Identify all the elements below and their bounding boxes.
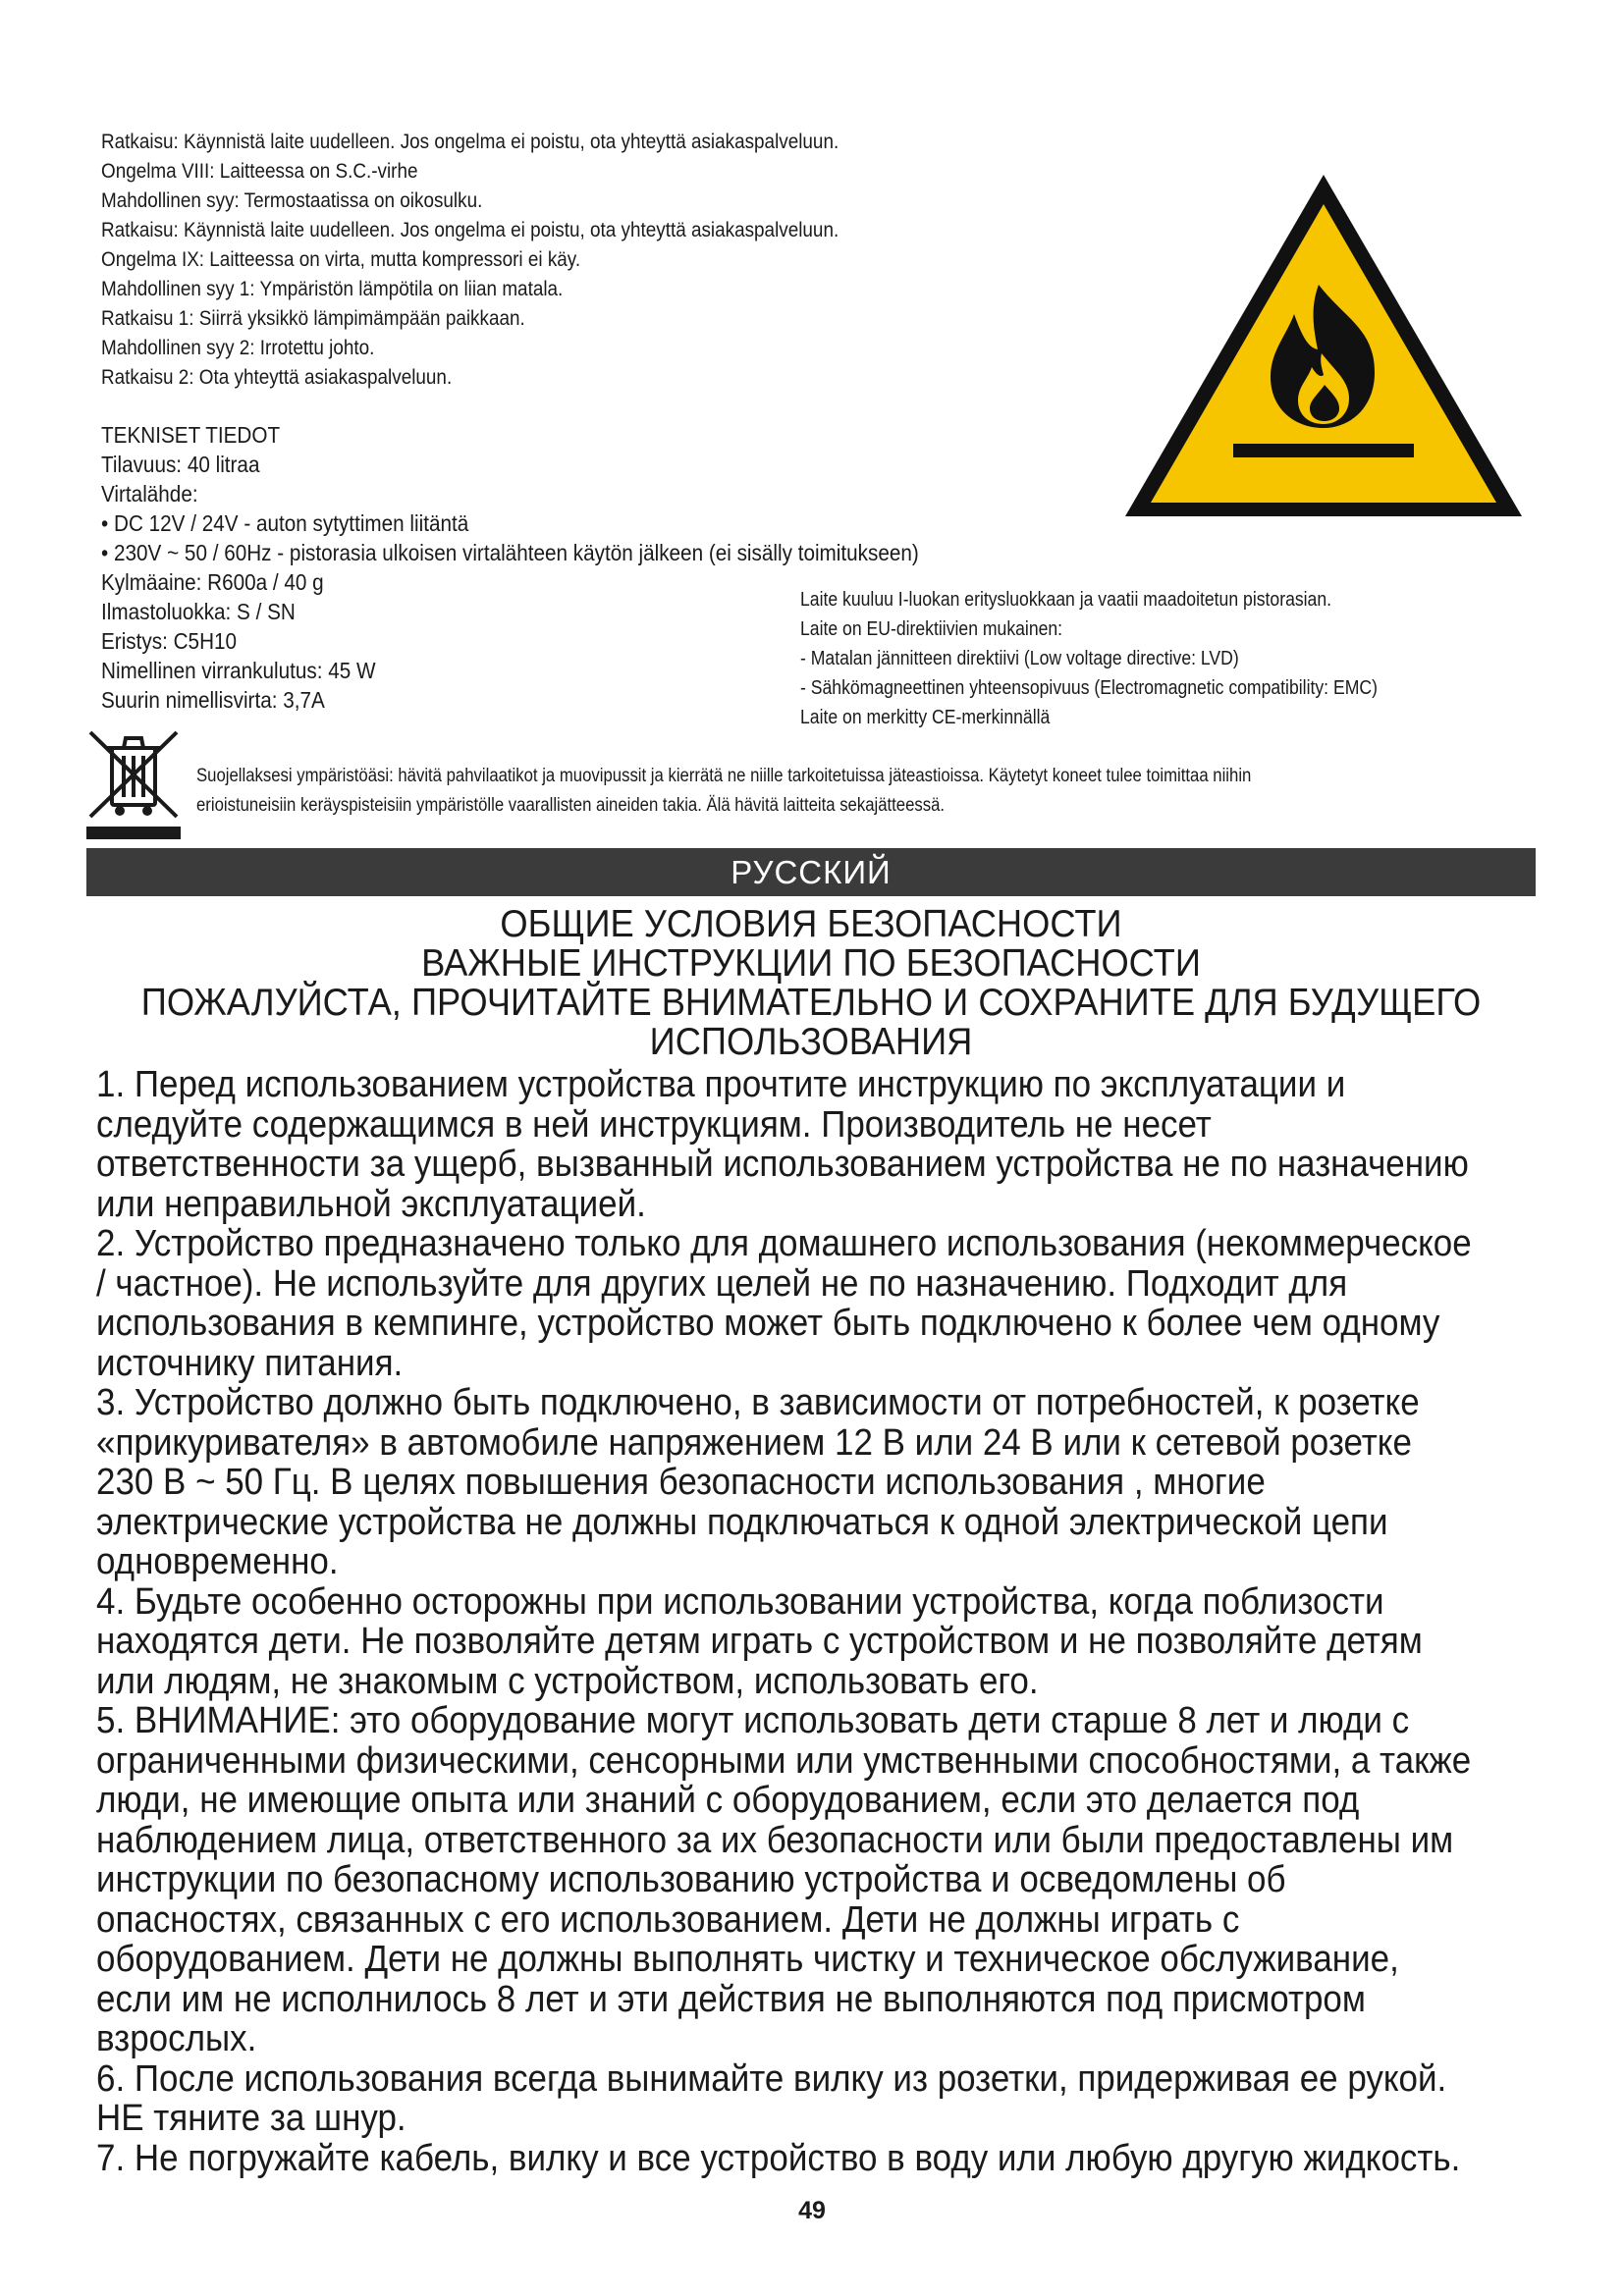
- instruction-line: ответственности за ущерб, вызванный использованием устройства не по назначению: [96, 1144, 1469, 1185]
- instruction-line: НЕ тяните за шнур.: [96, 2098, 406, 2139]
- finnish-troubleshooting: [101, 128, 1002, 393]
- title-line: ИСПОЛЬЗОВАНИЯ: [649, 1021, 973, 1063]
- instruction-line: наблюдением лица, ответственного за их безопасности или были предоставлены им: [96, 1819, 1454, 1861]
- title-line: ОБЩИЕ УСЛОВИЯ БЕЗОПАСНОСТИ: [500, 903, 1122, 945]
- instruction-line: люди, не имеющие опыта или знаний с оборудованием, если это делается под: [96, 1780, 1360, 1821]
- eu-compliance: [800, 585, 1491, 732]
- spec-line: Eristys: C5H10: [101, 628, 238, 654]
- spec-line: Kylmäaine: R600a / 40 g: [101, 569, 324, 595]
- spec-line: Nimellinen virrankulutus: 45 W: [101, 658, 376, 683]
- instruction-line: 6. После использования всегда вынимайте вилку из розетки, придерживая ее рукой.: [96, 2057, 1447, 2100]
- instruction-line: одновременно.: [96, 1541, 339, 1582]
- instruction-line: 230 В ~ 50 Гц. В целях повышения безопасности использования , многие: [96, 1462, 1266, 1503]
- troubleshooting-line: Ratkaisu 1: Siirrä yksikkö lämpimämpään paikkaan.: [101, 307, 525, 330]
- instruction-line: следуйте содержащимся в ней инструкциям. Производитель не несет: [96, 1103, 1212, 1146]
- troubleshooting-line: Mahdollinen syy 2: Irrotettu johto.: [101, 337, 375, 359]
- eu-line: Laite on EU-direktiivien mukainen:: [800, 618, 1063, 640]
- instruction-line: использования в кемпинге, устройство может быть подключено к более чем одному: [96, 1303, 1440, 1344]
- russian-safety-instructions: [96, 1065, 1559, 2178]
- title-line: ПОЖАЛУЙСТА, ПРОЧИТАЙТЕ ВНИМАТЕЛЬНО И СОХРАНИТЕ ДЛЯ БУДУЩЕГО: [140, 982, 1482, 1024]
- troubleshooting-line: Ratkaisu: Käynnistä laite uudelleen. Jos ongelma ei poistu, ota yhteyttä asiakaspalveluun.: [101, 131, 839, 153]
- troubleshooting-line: Mahdollinen syy 1: Ympäristön lämpötila on liian matala.: [101, 278, 564, 300]
- instruction-line: / частное). Не используйте для других целей не по назначению. Подходит для: [96, 1262, 1348, 1305]
- russian-safety-title: [86, 905, 1536, 1062]
- environment-line: Suojellaksesi ympäristöäsi: hävitä pahvilaatikot ja muovipussit ja kierrätä ne niille tarkoitetuissa jäteastioissa. Käytetyt koneet tulee toimittaa niihin: [196, 766, 1252, 786]
- troubleshooting-line: Ratkaisu: Käynnistä laite uudelleen. Jos ongelma ei poistu, ota yhteyttä asiakaspalveluun.: [101, 219, 839, 241]
- instruction-line: ограниченными физическими, сенсорными или умственными способностями, а также: [96, 1739, 1472, 1782]
- instruction-line: «прикуривателя» в автомобиле напряжением 12 В или 24 В или к сетевой розетке: [96, 1421, 1412, 1464]
- spec-line: • 230V ~ 50 / 60Hz - pistorasia ulkoisen virtalähteen käytön jälkeen (ei sisälly toimitukseen): [101, 540, 919, 565]
- instruction-line: если им не исполнилось 8 лет и эти действия не выполняются под присмотром: [96, 1978, 1366, 2020]
- eu-line: - Matalan jännitteen direktiivi (Low voltage directive: LVD): [800, 648, 1239, 669]
- instruction-line: взрослых.: [96, 2018, 257, 2059]
- environment-line: erioistuneisiin keräyspisteisiin ympäristölle vaarallisten aineiden takia. Älä hävitä laitteita sekajätteessä.: [196, 795, 946, 816]
- instruction-line: опасностях, связанных с его использованием. Дети не должны играть с: [96, 1898, 1240, 1941]
- spec-line: Virtalähde:: [101, 481, 198, 507]
- instruction-line: электрические устройства не должны подключаться к одной электрической цепи: [96, 1501, 1388, 1543]
- eu-line: - Sähkömagneettinen yhteensopivuus (Electromagnetic compatibility: EMC): [800, 677, 1378, 699]
- spec-line: Suurin nimellisvirta: 3,7A: [101, 687, 325, 713]
- technical-heading: TEKNISET TIEDOT: [101, 422, 281, 448]
- troubleshooting-line: Ongelma IX: Laitteessa on virta, mutta kompressori ei käy.: [101, 248, 581, 271]
- instruction-line: источнику питания.: [96, 1342, 404, 1384]
- instruction-line: находятся дети. Не позволяйте детям играть с устройством и не позволяйте детям: [96, 1621, 1423, 1662]
- instruction-line: или людям, не знакомым с устройством, использовать его.: [96, 1660, 1039, 1702]
- flammable-warning-icon: [1117, 167, 1530, 525]
- instruction-line: 7. Не погружайте кабель, вилку и все устройство в воду или любую другую жидкость.: [96, 2137, 1461, 2179]
- environment-notice: [196, 762, 1544, 821]
- troubleshooting-line: Mahdollinen syy: Termostaatissa on oikosulku.: [101, 189, 483, 212]
- spec-line: Ilmastoluokka: S / SN: [101, 599, 296, 624]
- instruction-line: 2. Устройство предназначено только для домашнего использования (некоммерческое: [96, 1223, 1472, 1264]
- instruction-line: 5. ВНИМАНИЕ: это оборудование могут использовать дети старше 8 лет и люди с: [96, 1700, 1410, 1741]
- instruction-line: 3. Устройство должно быть подключено, в зависимости от потребностей, к розетке: [96, 1382, 1420, 1423]
- page-number: 49: [798, 2197, 826, 2224]
- title-line: ВАЖНЫЕ ИНСТРУКЦИИ ПО БЕЗОПАСНОСТИ: [421, 942, 1201, 985]
- weee-bin-icon: [84, 726, 183, 839]
- spec-line: • DC 12V / 24V - auton sytyttimen liitäntä: [101, 510, 469, 536]
- eu-line: Laite kuuluu I-luokan eritysluokkaan ja vaatii maadoitetun pistorasian.: [800, 589, 1332, 611]
- troubleshooting-line: Ratkaisu 2: Ota yhteyttä asiakaspalveluun.: [101, 366, 453, 389]
- eu-line: Laite on merkitty CE-merkinnällä: [800, 707, 1051, 728]
- instruction-line: или неправильной эксплуатацией.: [96, 1183, 646, 1225]
- language-section-bar: РУССКИЙ: [86, 848, 1536, 896]
- troubleshooting-line: Ongelma VIII: Laitteessa on S.C.-virhe: [101, 160, 418, 183]
- instruction-line: 1. Перед использованием устройства прочтите инструкцию по эксплуатации и: [96, 1064, 1346, 1105]
- instruction-line: инструкции по безопасному использованию устройства и осведомлены об: [96, 1859, 1286, 1900]
- instruction-line: оборудованием. Дети не должны выполнять чистку и техническое обслуживание,: [96, 1939, 1399, 1980]
- spec-line: Tilavuus: 40 litraa: [101, 452, 260, 477]
- instruction-line: 4. Будьте особенно осторожны при использовании устройства, когда поблизости: [96, 1580, 1384, 1623]
